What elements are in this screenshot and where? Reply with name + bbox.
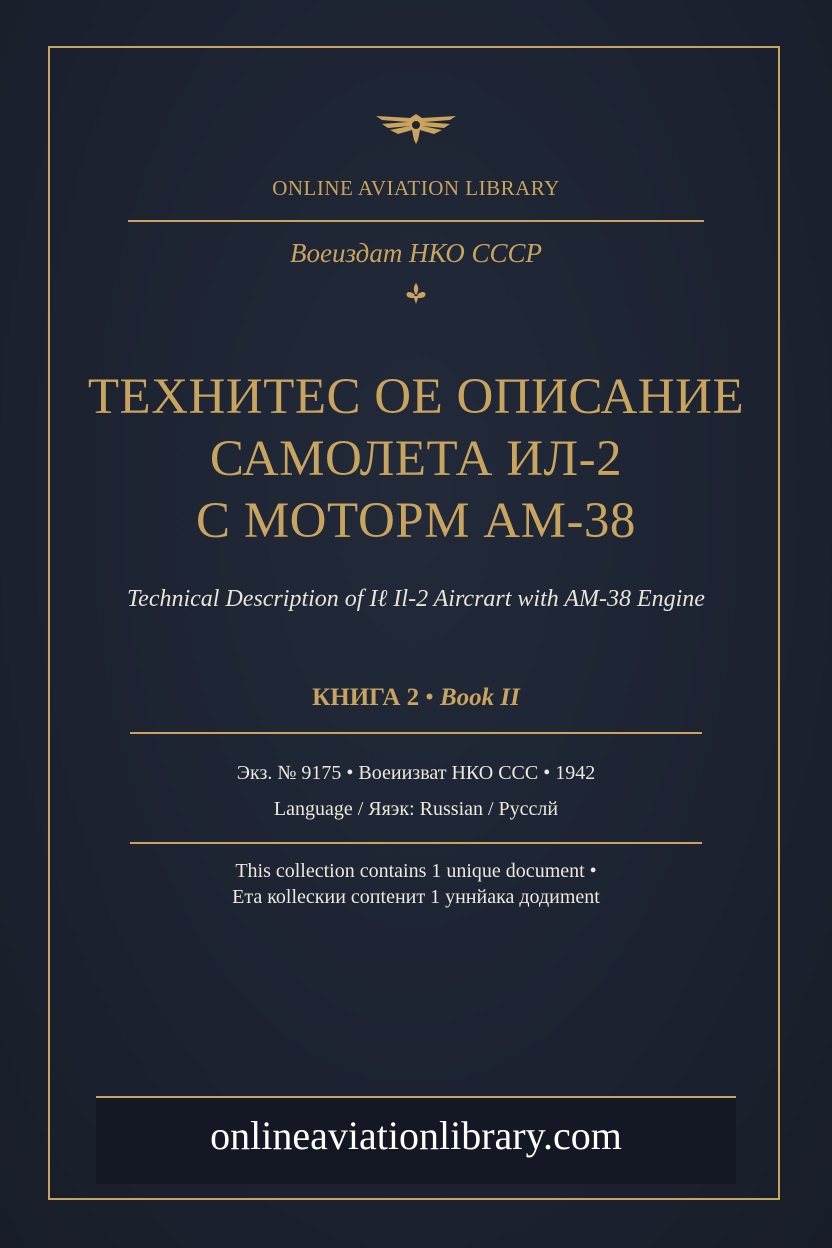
divider-lower — [130, 842, 702, 844]
library-name: ONLINE AVIATION LIBRARY — [272, 176, 560, 200]
fleur-de-lis-icon — [401, 282, 431, 306]
title-line-1: ТЕХНИТЕС ОЕ ОПИСАНИЕ — [87, 369, 745, 425]
title-line-3: С МОТОРМ АМ-38 — [196, 493, 636, 549]
website-url[interactable]: onlineaviationlibrary.com — [210, 1113, 622, 1158]
winged-emblem-icon — [366, 108, 466, 148]
main-title — [0, 366, 832, 552]
book-number — [0, 684, 832, 712]
book-number-en: Book II — [439, 684, 520, 711]
collection-note-en: This collection contains 1 unique document • — [235, 860, 597, 882]
language-info: Language / Яяэк: Russian / Русслй — [273, 798, 559, 820]
divider-top — [128, 220, 704, 222]
publisher-name: Воеиздат НКО СССР — [290, 238, 542, 268]
title-line-2: САМОЛЕТА ИЛ-2 — [209, 431, 623, 487]
divider-middle — [130, 732, 702, 734]
book-number-ru: КНИГА 2 — [312, 684, 420, 711]
footer-banner — [96, 1096, 736, 1184]
collection-note-ru: Ета коlleскии сопtенит 1 уннйака додиment — [232, 886, 600, 908]
footer-divider — [96, 1096, 736, 1098]
copy-info: Экз. № 9175 • Воеиизват НКО ССС • 1942 — [236, 762, 596, 784]
english-subtitle: Technical Description of Iℓ Il-2 Aircrart with AM-38 Engine — [127, 586, 705, 612]
book-separator: • — [425, 684, 434, 711]
